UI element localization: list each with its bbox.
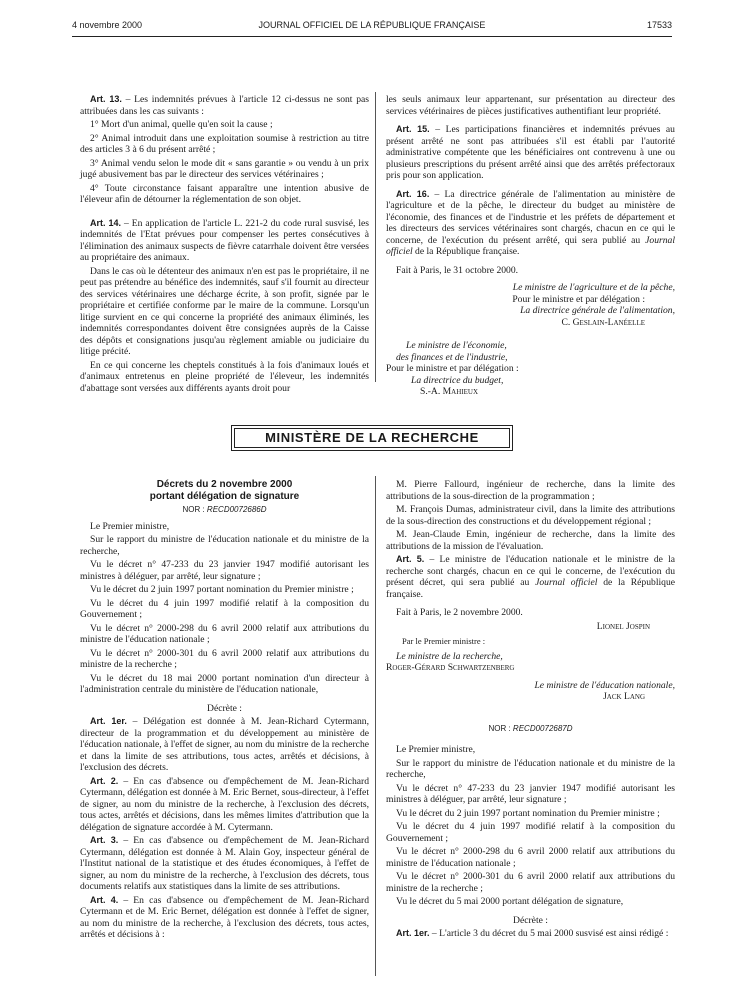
art15-label: Art. 15.: [396, 124, 430, 134]
decree2-q7: Vu le décret n° 2000-301 du 6 avril 2000 relatif aux attributions du ministre de la recherche ;: [386, 871, 675, 894]
decree2-q1: Le Premier ministre,: [396, 744, 476, 755]
sig2-name: S.-A. Mahieux: [420, 386, 479, 397]
header-date: 4 novembre 2000: [72, 20, 143, 30]
decree1-p1: Le Premier ministre,: [90, 520, 170, 532]
art13-item3: 3° Animal vendu selon le mode dit « sans garantie » ou vendu à un prix jugé abusivement bas par le directeur des services vétérinaires ;: [80, 157, 369, 180]
sig1-line1: Le ministre de l'agriculture et de la pêche,: [512, 282, 675, 293]
art3-label: Art. 3.: [90, 835, 119, 845]
art5-text-b: de la République française.: [386, 577, 676, 600]
decree2-q6: Vu le décret n° 2000-298 du 6 avril 2000 relatif aux attributions du ministre de l'éducation nationale ;: [386, 846, 675, 869]
nor-label: NOR :: [182, 505, 207, 514]
decree2-q2: Sur le rapport du ministre de l'éducation nationale et du ministre de la recherche,: [386, 757, 675, 780]
ministry-heading-box: [231, 425, 513, 451]
emin-paragraph: M. Jean-Claude Emin, ingénieur de recherche, dans la limite des attributions de la mission de l'évaluation.: [386, 529, 675, 552]
decree2-art1-text: – L'article 3 du décret du 5 mai 2000 susvisé est ainsi rédigé :: [429, 928, 669, 939]
nor-label-2: NOR :: [488, 723, 513, 733]
top-left-column: [80, 94, 369, 396]
pm-name: Lionel Jospin: [596, 620, 650, 632]
art14-text: – En application de l'article L. 221-2 du code rural susvisé, les indemnités de l'Etat prévues pour compenser les pertes consécutives à l'élimination des animaux suspects de fièvre catarrhale doivent être versées au propriétaire des animaux.: [80, 217, 369, 263]
decree2-q4: Vu le décret du 2 juin 1997 portant nomination du Premier ministre ;: [396, 807, 660, 819]
art3-text: – En cas d'absence ou d'empêchement de M. Jean-Richard Cytermann, délégation est donnée à M. Alain Goy, inspecteur général de l'Institut national de la statistique et des études économiques, à l'effet de signer, au nom du ministre de la recherche, à l'exclusion des décrets, tous documents relatifs aux statistiques dans la limite de ses attributions.: [80, 835, 369, 892]
decree1-p5: Vu le décret du 4 juin 1997 modifié relatif à la composition du Gouvernement ;: [80, 597, 369, 620]
sig1-line3: La directrice générale de l'alimentation,: [520, 305, 675, 316]
nor-reference-1: [80, 504, 369, 516]
decree1-p7: Vu le décret n° 2000-301 du 6 avril 2000 relatif aux attributions du ministre de la recherche ;: [80, 647, 369, 670]
nor-reference-2: [386, 723, 675, 735]
art16-text-b: de la République française.: [412, 246, 520, 257]
art5-journal: Journal officiel: [535, 577, 598, 588]
min-education: Le ministre de l'éducation nationale,: [534, 679, 675, 691]
nor-code-2: RECD0072687D: [512, 723, 573, 733]
art13-item4: 4° Toute circonstance faisant apparaître une intention abusive de l'éleveur afin de détourner la réglementation de son objet.: [80, 182, 369, 205]
decree-title-line1: Décrets du 2 novembre 2000: [156, 479, 293, 490]
page-header: [72, 20, 672, 34]
sig2-line3: Pour le ministre et par délégation :: [386, 363, 519, 374]
decree1-p2: Sur le rapport du ministre de l'éducation nationale et du ministre de la recherche,: [80, 534, 369, 557]
decree-title-line2: portant délégation de signature: [149, 491, 300, 502]
dumas-paragraph: M. François Dumas, administrateur civil, dans la limite des attributions de la sous-direction des constructions et du développement régional ;: [386, 504, 675, 527]
art13-paragraph: [80, 94, 369, 117]
min-education-name: Jack Lang: [603, 691, 645, 702]
decree1-p4: Vu le décret du 2 juin 1997 portant nomination du Premier ministre ;: [90, 584, 354, 595]
decree2-q3: Vu le décret n° 47-233 du 23 janvier 1947 modifié autorisant les ministres à déléguer, par arrêté, leur signature ;: [386, 782, 675, 805]
decrete-2: Décrète :: [513, 914, 548, 926]
signature-decree1: [386, 621, 675, 703]
page-number: 17533: [646, 20, 672, 30]
art13-item1: 1° Mort d'un animal, quelle qu'en soit la cause ;: [90, 119, 273, 130]
ministry-heading: MINISTÈRE DE LA RECHERCHE: [234, 428, 510, 448]
detenteur-paragraph: Dans le cas où le détenteur des animaux n'en est pas le propriétaire, il ne peut pas prétendre au bénéfice des indemnités, sauf s'il fournit au directeur des services vétérinaires une décharge écrite, à son profit, signée par le propriétaire et certifiée conforme par le maire de la commune. Lorsqu'un litige survient en ce qui concerne la propriété des animaux éliminés, les indemnités correspondantes doivent être consignées auprès de la Caisse des dépôts et consignations jusqu'au règlement amiable ou judiciaire du litige précité.: [80, 265, 369, 357]
bottom-left-column: [80, 479, 369, 943]
art16-journal: Journal officiel: [386, 234, 675, 257]
sig2-line1: Le ministre de l'économie,: [406, 340, 507, 351]
sig1-line2: Pour le ministre et par délégation :: [512, 293, 645, 305]
decree1-p8: Vu le décret du 18 mai 2000 portant nomination d'un directeur à l'administration centrale du ministère de l'éducation nationale,: [80, 672, 369, 695]
art14-paragraph: [80, 218, 369, 264]
art5-text-a: – Le ministre de l'éducation nationale et le ministre de la recherche sont chargés, chacun en ce qui le concerne, de l'exécution du présent décret, qui sera publié au: [386, 554, 675, 588]
art14-continuation: les seuls animaux leur appartenant, sur présentation au directeur des services vétérinaires de pièces justificatives authentifiant leur propriété.: [386, 94, 675, 117]
column-divider-bottom: [375, 476, 376, 976]
fallourd-paragraph: M. Pierre Fallourd, ingénieur de recherche, dans la limite des attributions de la sous-direction de la programmation ;: [386, 479, 675, 502]
art15-text: – Les participations financières et indemnités prévues au présent arrêté ne sont pas attribuées s'il est établi par l'autorité administrative compétente que les bénéficiaires ont contrevenu à une ou plusieurs prescriptions du présent arrêté ainsi que des arrêtés préfectoraux pris pour son application.: [386, 124, 675, 181]
art15-paragraph: [386, 124, 675, 182]
signature-agriculture: [386, 282, 675, 328]
art4-text: – En cas d'absence ou d'empêchement de M. Jean-Richard Cytermann et de M. Eric Bernet, délégation est donnée à l'effet de signer, au nom du ministre de la recherche, à l'exclusion des décrets, tous actes, arrêtés et décisions à :: [80, 894, 369, 940]
cheptels-paragraph: En ce qui concerne les cheptels constitués à la fois d'animaux loués et d'animaux entretenus en pleine propriété de l'éleveur, les indemnités d'abattage sont versées aux différents ayants droit pour: [80, 359, 369, 394]
fait-paris-2: Fait à Paris, le 2 novembre 2000.: [396, 607, 523, 618]
art13-text: – Les indemnités prévues à l'article 12 ci-dessus ne sont pas attribuées dans les cas suivants :: [80, 94, 369, 117]
art16-label: Art. 16.: [396, 188, 430, 199]
decree1-p6: Vu le décret n° 2000-298 du 6 avril 2000 relatif aux attributions du ministre de l'éducation nationale ;: [80, 622, 369, 645]
par-premier-ministre: Par le Premier ministre :: [402, 636, 486, 646]
decree2-q8: Vu le décret du 5 mai 2000 portant délégation de signature,: [396, 896, 624, 907]
art14-label: Art. 14.: [90, 217, 122, 228]
decree1-art4: [80, 895, 369, 941]
art2-label: Art. 2.: [90, 775, 119, 786]
art13-label: Art. 13.: [90, 94, 122, 104]
art2-text: – En cas d'absence ou d'empêchement de M. Jean-Richard Cytermann, délégation est donnée à M. Eric Bernet, sous-directeur, à l'effet de signer, au nom du ministre de la recherche, à l'exclusion des décrets, tous actes, arrêtés et décisions, dans les mêmes limites d'attribution que la délégation de signature accordée à M. Cytermann.: [80, 775, 369, 833]
decree2-art1: [386, 928, 675, 940]
journal-title: JOURNAL OFFICIEL DE LA RÉPUBLIQUE FRANÇAISE: [258, 20, 486, 30]
art13-item2: 2° Animal introduit dans une exploitation soumise à restriction au titre des articles 3 à 6 du présent arrêté ;: [80, 132, 369, 155]
art1-text: – Délégation est donnée à M. Jean-Richard Cytermann, directeur de la programmation et du développement au ministère de l'éducation nationale, à l'effet de signer, au nom du ministre de la recherche et dans la limite de ses attributions, tous actes, arrêtés et décisions, à l'exclusion des décrets.: [80, 716, 369, 773]
decree2-art1-label: Art. 1er.: [396, 928, 430, 938]
art16-text-a: – La directrice générale de l'alimentation au ministère de l'agriculture et de la pêche, le directeur du budget au ministère de l'économie, des finances et de l'industrie et les préfets de département et les directeurs des services vétérinaires sont chargés, chacun en ce qui le concerne, de l'exécution du présent arrêté, qui sera publié au: [386, 188, 676, 246]
sig1-name: C. Geslain-Lanéelle: [561, 316, 645, 328]
top-right-column: [386, 94, 675, 398]
signature-economie: [386, 340, 675, 398]
decrete-1: Décrète :: [207, 702, 242, 714]
decree1-art5: [386, 554, 675, 600]
decree1-art1: [80, 716, 369, 774]
decree1-art3: [80, 835, 369, 893]
decree1-art2: [80, 776, 369, 834]
art1-label: Art. 1er.: [90, 716, 127, 726]
nor-code: RECD0072686D: [206, 505, 267, 514]
art16-paragraph: [386, 189, 675, 258]
art4-label: Art. 4.: [90, 894, 119, 905]
column-divider-top: [375, 92, 376, 382]
sig2-line2: des finances et de l'industrie,: [396, 351, 508, 363]
art5-label: Art. 5.: [396, 554, 425, 564]
bottom-right-column: [386, 479, 675, 942]
decree1-p3: Vu le décret n° 47-233 du 23 janvier 1947 modifié autorisant les ministres à déléguer, par arrêté, leur signature ;: [80, 559, 369, 582]
fait-paris-1: Fait à Paris, le 31 octobre 2000.: [396, 264, 519, 276]
min-recherche-name: Roger-Gérard Schwartzenberg: [386, 662, 515, 673]
sig2-line4: La directrice du budget,: [411, 374, 504, 386]
min-recherche: Le ministre de la recherche,: [396, 650, 503, 662]
decree2-q5: Vu le décret du 4 juin 1997 modifié relatif à la composition du Gouvernement ;: [386, 821, 675, 844]
header-rule: [72, 36, 672, 37]
